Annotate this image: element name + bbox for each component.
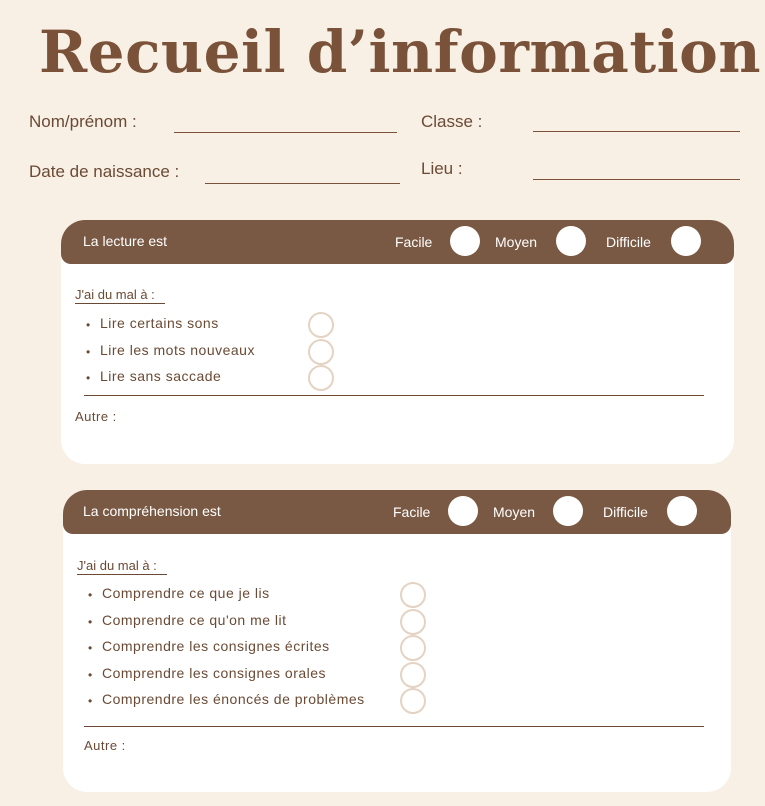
reading-card	[61, 220, 734, 464]
comprehension-option-easy-label: Facile	[393, 504, 431, 520]
list-item-text: Lire sans saccade	[100, 368, 222, 384]
comprehension-header-label: La compréhension est	[83, 503, 221, 519]
comprehension-option-hard-label: Difficile	[603, 504, 648, 520]
comprehension-option-hard-radio[interactable]	[667, 496, 697, 526]
item-checkbox[interactable]	[400, 662, 426, 688]
bullet: •	[88, 641, 93, 655]
comprehension-list	[88, 585, 428, 718]
reading-option-hard-radio[interactable]	[671, 226, 701, 256]
comprehension-option-medium-label: Moyen	[493, 504, 536, 520]
reading-option-easy-radio[interactable]	[450, 226, 480, 256]
class-field[interactable]	[533, 131, 740, 132]
list-item	[88, 665, 428, 692]
comprehension-other-label: Autre :	[84, 738, 126, 753]
reading-header	[61, 220, 734, 264]
item-checkbox[interactable]	[308, 339, 334, 365]
name-label: Nom/prénom :	[29, 112, 137, 131]
reading-option-hard-label: Difficile	[606, 234, 651, 250]
bullet: •	[88, 694, 93, 708]
list-item	[86, 315, 386, 342]
list-item-text: Comprendre ce qu'on me lit	[102, 611, 287, 628]
reading-other-label: Autre :	[75, 409, 117, 424]
reading-option-medium-radio[interactable]	[556, 226, 586, 256]
list-item	[88, 691, 428, 718]
bullet: •	[88, 588, 93, 602]
item-checkbox[interactable]	[308, 312, 334, 338]
comprehension-header	[63, 490, 731, 534]
item-checkbox[interactable]	[308, 365, 334, 391]
bullet: •	[86, 371, 91, 385]
comprehension-card	[63, 490, 731, 792]
place-label: Lieu :	[421, 159, 463, 178]
reading-section-title: J'ai du mal à :	[75, 287, 165, 304]
item-checkbox[interactable]	[400, 582, 426, 608]
place-field[interactable]	[533, 179, 740, 180]
list-item-text: Comprendre les consignes orales	[102, 664, 327, 681]
item-checkbox[interactable]	[400, 635, 426, 661]
page-title: Recueil d’information	[38, 18, 762, 86]
reading-list	[86, 315, 386, 395]
reading-header-label: La lecture est	[83, 233, 168, 249]
list-item-text: Comprendre les énoncés de problèmes	[102, 691, 365, 707]
list-item	[88, 612, 428, 639]
item-checkbox[interactable]	[400, 609, 426, 635]
comprehension-section-title: J'ai du mal à :	[77, 558, 167, 575]
birthdate-field[interactable]	[205, 183, 400, 184]
list-item-text: Comprendre ce que je lis	[102, 585, 270, 601]
bullet: •	[88, 614, 93, 629]
item-checkbox[interactable]	[400, 688, 426, 714]
comprehension-divider	[84, 726, 704, 727]
birthdate-label: Date de naissance :	[29, 162, 180, 181]
reading-option-medium-label: Moyen	[495, 234, 538, 250]
bullet: •	[88, 667, 93, 682]
list-item	[86, 342, 386, 369]
list-item-text: Lire certains sons	[100, 315, 219, 331]
bullet: •	[86, 344, 91, 359]
bullet: •	[86, 318, 91, 332]
name-field[interactable]	[174, 132, 397, 133]
list-item-text: Lire les mots nouveaux	[100, 341, 255, 358]
list-item	[88, 585, 428, 612]
reading-option-easy-label: Facile	[395, 234, 433, 250]
comprehension-option-easy-radio[interactable]	[448, 496, 478, 526]
list-item-text: Comprendre les consignes écrites	[102, 638, 330, 654]
comprehension-option-medium-radio[interactable]	[553, 496, 583, 526]
reading-divider	[84, 395, 704, 396]
list-item	[86, 368, 386, 395]
list-item	[88, 638, 428, 665]
class-label: Classe :	[421, 112, 483, 131]
